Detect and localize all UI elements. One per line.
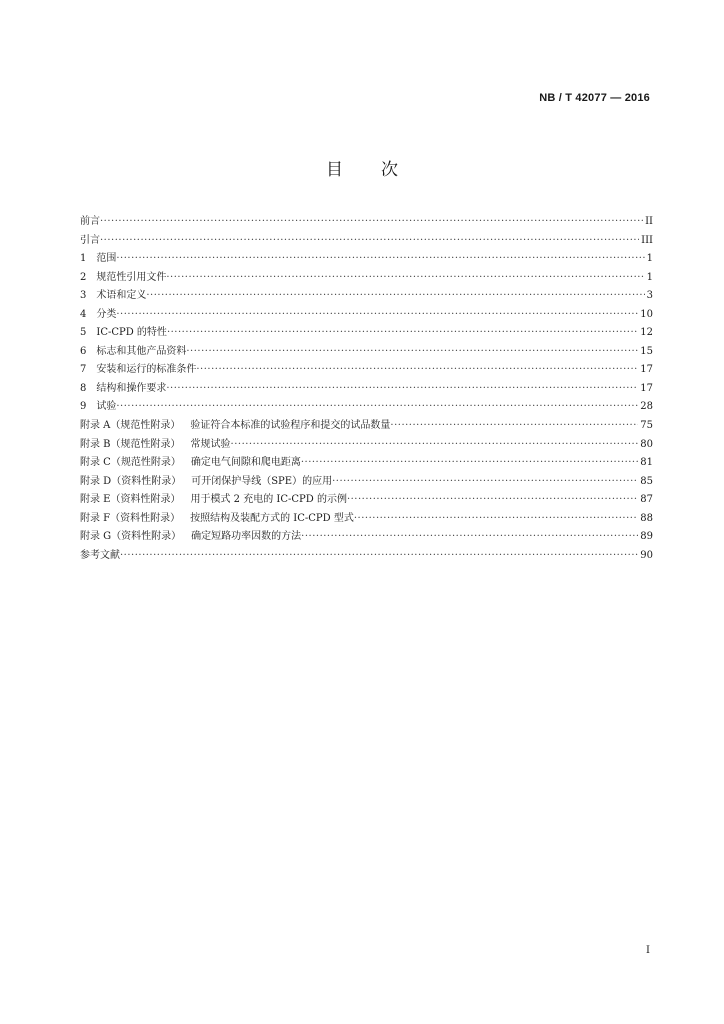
toc-entry-number: 附录 D（资料性附录） <box>80 475 182 487</box>
toc-entry-label <box>80 232 100 251</box>
toc-leader-dots <box>301 454 638 473</box>
toc-entry[interactable] <box>80 287 653 306</box>
toc-entry-label <box>80 473 332 492</box>
toc-entry-number: 5 <box>80 327 87 339</box>
toc-entry[interactable] <box>80 324 653 343</box>
toc-entry-page: 1 <box>646 253 653 265</box>
toc-entry-label <box>80 213 100 232</box>
toc-entry-label <box>80 250 116 269</box>
toc-entry-label <box>80 269 166 288</box>
toc-entry[interactable] <box>80 250 653 269</box>
toc-entry-page: 12 <box>640 327 653 339</box>
toc-entry-number: 6 <box>80 345 87 357</box>
toc-entry-title: IC-CPD 的特性 <box>96 327 167 339</box>
toc-entry-label <box>80 361 196 380</box>
toc-entry[interactable] <box>80 473 653 492</box>
toc-entry-title: 验证符合本标准的试验程序和提交的试品数量 <box>190 420 391 432</box>
toc-entry-label <box>80 454 301 473</box>
toc-leader-dots <box>390 417 638 436</box>
toc-entry-label <box>80 510 354 529</box>
toc-leader-dots <box>196 361 638 380</box>
toc-entry-page: 85 <box>640 475 653 487</box>
toc-entry-number: 附录 F（资料性附录） <box>80 512 181 524</box>
page-number: I <box>646 945 650 956</box>
toc-entry-label <box>80 380 166 399</box>
toc-leader-dots <box>167 324 638 343</box>
toc-entry-label <box>80 324 167 343</box>
toc-entry[interactable] <box>80 528 653 547</box>
toc-entry-number: 2 <box>80 271 87 283</box>
toc-entry-page: 87 <box>640 494 653 506</box>
toc-entry-title: 分类 <box>96 308 117 320</box>
toc-entry[interactable] <box>80 454 653 473</box>
standard-code: NB / T 42077 — 2016 <box>539 92 650 104</box>
toc-entry-title: 引言 <box>80 234 100 246</box>
toc-entry-label <box>80 398 116 417</box>
toc-leader-dots <box>120 547 638 566</box>
toc-entry-title: 安装和运行的标准条件 <box>96 364 197 376</box>
toc-entry[interactable] <box>80 232 653 251</box>
toc-leader-dots <box>116 250 644 269</box>
toc-entry-label <box>80 417 390 436</box>
toc-leader-dots <box>146 287 644 306</box>
toc-entry-label <box>80 528 301 547</box>
toc-entry[interactable] <box>80 398 653 417</box>
toc-leader-dots <box>166 380 638 399</box>
toc-leader-dots <box>166 269 644 288</box>
toc-leader-dots <box>186 343 638 362</box>
toc-entry-page: II <box>645 216 653 227</box>
toc-entry-page: 75 <box>640 420 653 432</box>
toc-leader-dots <box>301 528 638 547</box>
toc-entry-title: 常规试验 <box>190 438 231 450</box>
toc-entry[interactable] <box>80 547 653 566</box>
toc-entry-number: 附录 B（规范性附录） <box>80 438 181 450</box>
toc-entry-number: 7 <box>80 364 87 376</box>
toc-entry-label <box>80 287 146 306</box>
toc-leader-dots <box>347 491 638 510</box>
toc-entry-title: 试验 <box>96 401 117 413</box>
toc-entry-title: 范围 <box>96 253 117 265</box>
toc-entry-label <box>80 306 116 325</box>
table-of-contents <box>80 213 653 565</box>
toc-entry-number: 3 <box>80 290 87 302</box>
toc-entry-title: 结构和操作要求 <box>96 382 167 394</box>
toc-entry-page: 90 <box>640 549 653 561</box>
toc-entry[interactable] <box>80 436 653 455</box>
toc-entry-number: 4 <box>80 308 87 320</box>
toc-entry-number: 附录 A（规范性附录） <box>80 420 181 432</box>
toc-entry-label <box>80 547 120 566</box>
toc-entry-title: 确定电气间隙和爬电距离 <box>190 457 301 469</box>
toc-entry-number: 9 <box>80 401 87 413</box>
toc-entry-number: 附录 C（规范性附录） <box>80 457 181 469</box>
toc-entry-number: 1 <box>80 253 87 265</box>
page-title: 目次 <box>326 160 436 180</box>
toc-leader-dots <box>116 306 638 325</box>
toc-entry[interactable] <box>80 213 653 232</box>
toc-entry[interactable] <box>80 491 653 510</box>
toc-entry[interactable] <box>80 361 653 380</box>
toc-entry-page: 28 <box>640 401 653 413</box>
toc-entry[interactable] <box>80 306 653 325</box>
toc-entry-page: 17 <box>640 364 653 376</box>
toc-entry-title: 前言 <box>80 216 100 227</box>
toc-entry-page: 10 <box>640 308 653 320</box>
toc-entry-page: 1 <box>646 271 653 283</box>
toc-entry[interactable] <box>80 417 653 436</box>
toc-entry-page: 17 <box>640 382 653 394</box>
toc-entry[interactable] <box>80 510 653 529</box>
toc-entry-page: 81 <box>640 457 653 469</box>
toc-entry-title: 标志和其他产品资料 <box>96 345 187 357</box>
toc-entry-page: 88 <box>640 512 653 524</box>
toc-entry-page: 15 <box>640 345 653 357</box>
toc-entry-number: 附录 G（资料性附录） <box>80 531 182 543</box>
toc-entry-title: 规范性引用文件 <box>96 271 167 283</box>
toc-entry-page: III <box>641 234 653 246</box>
toc-entry-label <box>80 343 186 362</box>
toc-leader-dots <box>100 213 643 232</box>
toc-entry[interactable] <box>80 380 653 399</box>
toc-entry[interactable] <box>80 269 653 288</box>
toc-entry-title: 术语和定义 <box>96 290 147 302</box>
toc-entry-label <box>80 491 347 510</box>
toc-leader-dots <box>100 232 639 251</box>
toc-entry-number: 附录 E（资料性附录） <box>80 494 181 506</box>
toc-entry[interactable] <box>80 343 653 362</box>
toc-entry-page: 3 <box>646 290 653 302</box>
toc-entry-page: 89 <box>640 531 653 543</box>
toc-entry-page: 80 <box>640 438 653 450</box>
toc-entry-title: 参考文献 <box>80 549 120 561</box>
toc-leader-dots <box>231 436 639 455</box>
toc-entry-title: 可开闭保护导线（SPE）的应用 <box>191 475 333 487</box>
toc-entry-label <box>80 436 231 455</box>
toc-entry-title: 按照结构及装配方式的 IC-CPD 型式 <box>190 512 354 524</box>
toc-entry-title: 用于模式 2 充电的 IC-CPD 的示例 <box>190 494 347 506</box>
toc-leader-dots <box>332 473 638 492</box>
toc-entry-title: 确定短路功率因数的方法 <box>191 531 302 543</box>
toc-leader-dots <box>116 398 638 417</box>
toc-leader-dots <box>354 510 638 529</box>
toc-entry-number: 8 <box>80 382 87 394</box>
